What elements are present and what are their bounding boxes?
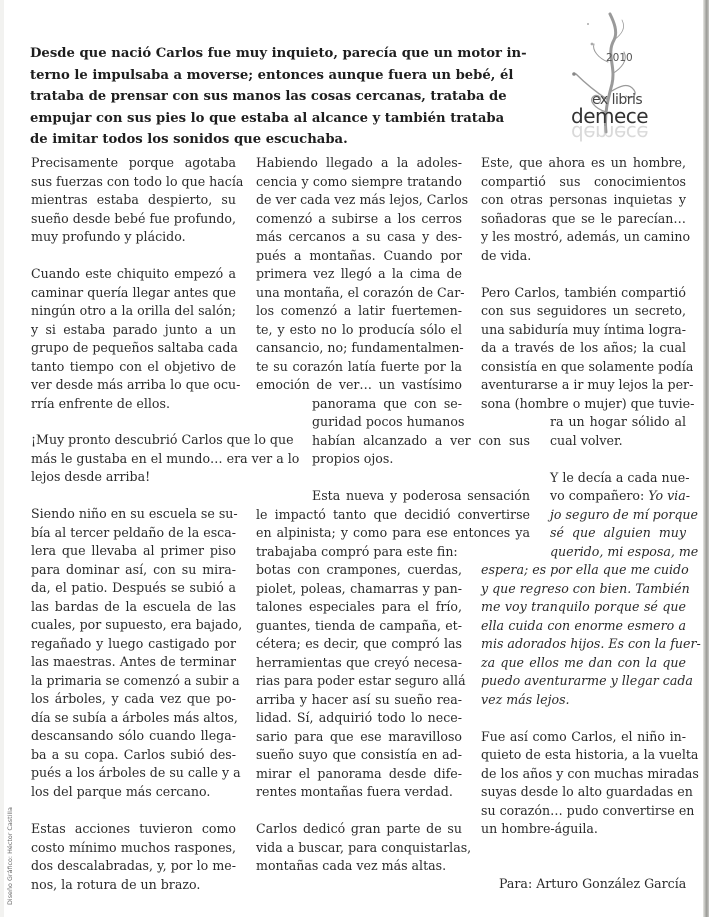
text-line: habían alcanzado a ver con sus xyxy=(312,432,530,448)
text-line: grupo de pequeños saltaba cada xyxy=(31,340,238,355)
intro-line: trataba de prensar con sus manos las cosas cercanas, trataba de xyxy=(30,89,507,104)
text-line: ver desde más arriba lo que ocu- xyxy=(31,377,241,392)
quote-line: mis adorados hijos. Es con la fuer- xyxy=(481,636,701,651)
text-line: costo mínimo muchos raspones, xyxy=(31,839,236,855)
intro-line: empujar con sus pies lo que estaba al alcance y también trataba xyxy=(30,110,505,126)
text-line: soñadoras que se le parecían… xyxy=(481,210,686,226)
text-line: consistía en que solamente podía xyxy=(481,358,694,374)
text-line: Cuando este chiquito empezó a xyxy=(31,266,236,281)
logo-demece: demece xyxy=(571,104,649,128)
logo-ex-libris: ex libris xyxy=(592,92,643,108)
text-line: sona (hombre o mujer) que tuvie- xyxy=(481,395,695,411)
text-line: en alpinista; y como para ese entonces ya xyxy=(256,525,530,540)
text-line: guantes, tienda de campaña, et- xyxy=(256,617,462,633)
text-line: Siendo niño en su escuela se su- xyxy=(31,506,238,521)
text-line: panorama que con se- xyxy=(312,395,462,411)
text-fragment: vo compañero: xyxy=(550,488,649,503)
text-line: cétera; es decir, que compró las xyxy=(256,636,462,651)
text-line: montañas cada vez más altas. xyxy=(256,858,447,873)
quote-line: za que ellos me dan con la que xyxy=(481,654,686,670)
text-line: su corazón… pudo convertirse en xyxy=(481,802,695,818)
text-line: guridad pocos humanos xyxy=(312,414,465,429)
text-line: piolet, poleas, chamarras y pan- xyxy=(256,580,462,596)
text-line: los comenzó a latir fuertemen- xyxy=(256,303,462,318)
text-line: regañado y luego castigado por xyxy=(31,635,236,651)
quote-line: me voy tranquilo porque sé que xyxy=(481,599,686,614)
quote-line: puedo aventurarme y llegar cada xyxy=(481,673,693,688)
text-line: le impactó tanto que decidió convertirse xyxy=(256,506,530,522)
text-line: pués a montañas. Cuando por xyxy=(256,247,462,263)
text-line: comenzó a subirse a los cerros xyxy=(256,210,462,226)
text-line: talones especiales para el frío, xyxy=(256,599,462,614)
text-line: de los años y con muchas miradas xyxy=(481,765,699,781)
text-line: y si estaba parado junto a un xyxy=(31,321,236,337)
text-line: lidad. Sí, adquirió todo lo nece- xyxy=(256,710,462,725)
text-line: más cercanos a su casa y des- xyxy=(256,229,462,244)
text-line: cual volver. xyxy=(550,432,623,448)
text-line: rias para poder estar seguro allá xyxy=(256,673,466,688)
text-line: tanto tiempo con el objetivo de xyxy=(31,358,236,374)
text-line: Precisamente porque agotaba xyxy=(31,155,236,170)
text-line: con sus seguidores un secreto, xyxy=(481,303,686,318)
text-line: y les mostró, además, un camino xyxy=(481,229,691,244)
text-line: una sabiduría muy íntima logra- xyxy=(481,321,686,337)
text-line: día se subía a árboles más altos, xyxy=(31,709,238,725)
text-line: Estas acciones tuvieron como xyxy=(31,821,236,836)
text-line: mirar el panorama desde dife- xyxy=(256,765,462,781)
text-line: primera vez llegó a la cima de xyxy=(256,266,462,281)
text-line: con otras personas inquietas y xyxy=(481,192,686,207)
text-line: dos descalabradas, y, por lo me- xyxy=(31,858,236,873)
quote-line: y que regreso con bien. También xyxy=(481,580,690,596)
text-line: ba a su copa. Carlos subió des- xyxy=(31,746,236,762)
text-line: un hombre-águila. xyxy=(481,821,598,836)
intro-line: Desde que nació Carlos fue muy inquieto, parecía que un motor in- xyxy=(30,46,527,61)
text-line: sueño desde bebé fue profundo, xyxy=(31,210,236,226)
text-line: de vida. xyxy=(481,247,532,263)
quote-line: jo seguro de mí porque xyxy=(550,506,698,522)
text-line: arriba y hacer así su sueño rea- xyxy=(256,691,462,707)
text-line: quieto de esta historia, a la vuelta xyxy=(481,747,699,762)
text-line: Fue así como Carlos, el niño in- xyxy=(481,728,686,744)
text-line: Y le decía a cada nue- xyxy=(550,469,690,485)
quote-line: querido, mi esposa, me xyxy=(550,543,699,559)
text-line: los árboles, y cada vez que po- xyxy=(31,691,236,706)
text-line: nos, la rotura de un brazo. xyxy=(31,876,201,892)
text-line: ra un hogar sólido al xyxy=(550,414,686,429)
text-line: aventurarse a ir muy lejos la per- xyxy=(481,377,694,392)
text-line: cansancio, no; fundamentalmen- xyxy=(256,340,464,355)
text-line: da a través de los años; la cual xyxy=(481,340,686,355)
text-line: Pero Carlos, también compartió xyxy=(481,284,686,300)
design-credit: Diseño Gráfico: Héctor Castilla xyxy=(6,807,14,905)
text-line: Carlos dedicó gran parte de su xyxy=(256,821,462,836)
text-line: sario para que ese maravilloso xyxy=(256,728,462,744)
text-line: la primaria se comenzó a subir a xyxy=(31,672,240,688)
text-line: bía al tercer peldaño de la esca- xyxy=(31,524,236,540)
text-line: descansando sólo cuando llega- xyxy=(31,728,236,743)
quote-fragment: vez más lejos. xyxy=(481,691,570,707)
text-line: cuales, por supuesto, era bajado, xyxy=(31,617,243,632)
intro-line: de imitar todos los sonidos que escuchaba. xyxy=(30,132,348,147)
text-line: más le gustaba en el mundo… era ver a lo xyxy=(31,450,300,466)
text-line: Habiendo llegado a la adoles- xyxy=(256,155,462,170)
text-line: rría enfrente de ellos. xyxy=(31,395,170,411)
text-line: de ver cada vez más lejos, Carlos xyxy=(256,192,469,207)
dedication-signature: Para: Arturo González García xyxy=(499,876,687,891)
quote-line: ella cuida con enorme esmero a xyxy=(481,617,686,633)
text-line: lera que llevaba al primer piso xyxy=(31,543,236,558)
text-line: te su corazón latía fuerte por la xyxy=(256,358,462,374)
quote-line xyxy=(481,691,570,710)
text-line: las maestras. Antes de terminar xyxy=(31,654,236,669)
text-line: rentes montañas fuera verdad. xyxy=(256,784,453,799)
quote-line: espera; es por ella que me cuido xyxy=(481,562,689,577)
text-line: sueño suyo que consistía en ad- xyxy=(256,747,462,762)
text-line: una montaña, el corazón de Car- xyxy=(256,284,465,300)
text-line: compartió sus conocimientos xyxy=(481,173,686,189)
quote-fragment: Yo via- xyxy=(648,488,690,503)
text-line: emoción de ver… un vastísimo xyxy=(256,377,462,392)
text-line: te, y esto no lo producía sólo el xyxy=(256,321,462,337)
text-line: trabajaba compró para este fin: xyxy=(256,543,458,559)
text-line: lejos desde arriba! xyxy=(31,469,151,484)
text-line: las bardas de la escuela de las xyxy=(31,598,236,614)
text-line: suyas desde lo alto guardadas en xyxy=(481,784,693,799)
text-line: Este, que ahora es un hombre, xyxy=(481,155,686,170)
text-line: mientras estaba despierto, su xyxy=(31,192,236,207)
intro-line: terno le impulsaba a moverse; entonces aunque fuera un bebé, él xyxy=(30,67,514,83)
quote-line: sé que alguien muy xyxy=(550,525,686,540)
text-line: para dominar así, con su mira- xyxy=(31,561,236,577)
text-line: da, el patio. Después se subió a xyxy=(31,580,236,595)
text-line: vida a buscar, para conquistarlas, xyxy=(256,839,472,855)
logo-year: 2010 xyxy=(606,52,633,64)
text-line: sus fuerzas con todo lo que hacía xyxy=(31,173,244,189)
text-line: ¡Muy pronto descubrió Carlos que lo que xyxy=(31,432,294,447)
text-line: propios ojos. xyxy=(312,451,394,466)
text-line xyxy=(550,487,690,506)
text-line: botas con crampones, cuerdas, xyxy=(256,562,462,577)
text-line: herramientas que creyó necesa- xyxy=(256,654,462,670)
text-line: muy profundo y plácido. xyxy=(31,229,186,244)
logo-demece-reflection: demece xyxy=(571,121,649,145)
text-line: Esta nueva y poderosa sensación xyxy=(312,488,530,503)
text-line: caminar quería llegar antes que xyxy=(31,284,236,300)
text-line: los del parque más cercano. xyxy=(31,783,211,799)
text-line: ningún otro a la orilla del salón; xyxy=(31,303,236,318)
text-line: pués a los árboles de su calle y a xyxy=(31,765,241,780)
text-line: cencia y como siempre tratando xyxy=(256,173,462,189)
